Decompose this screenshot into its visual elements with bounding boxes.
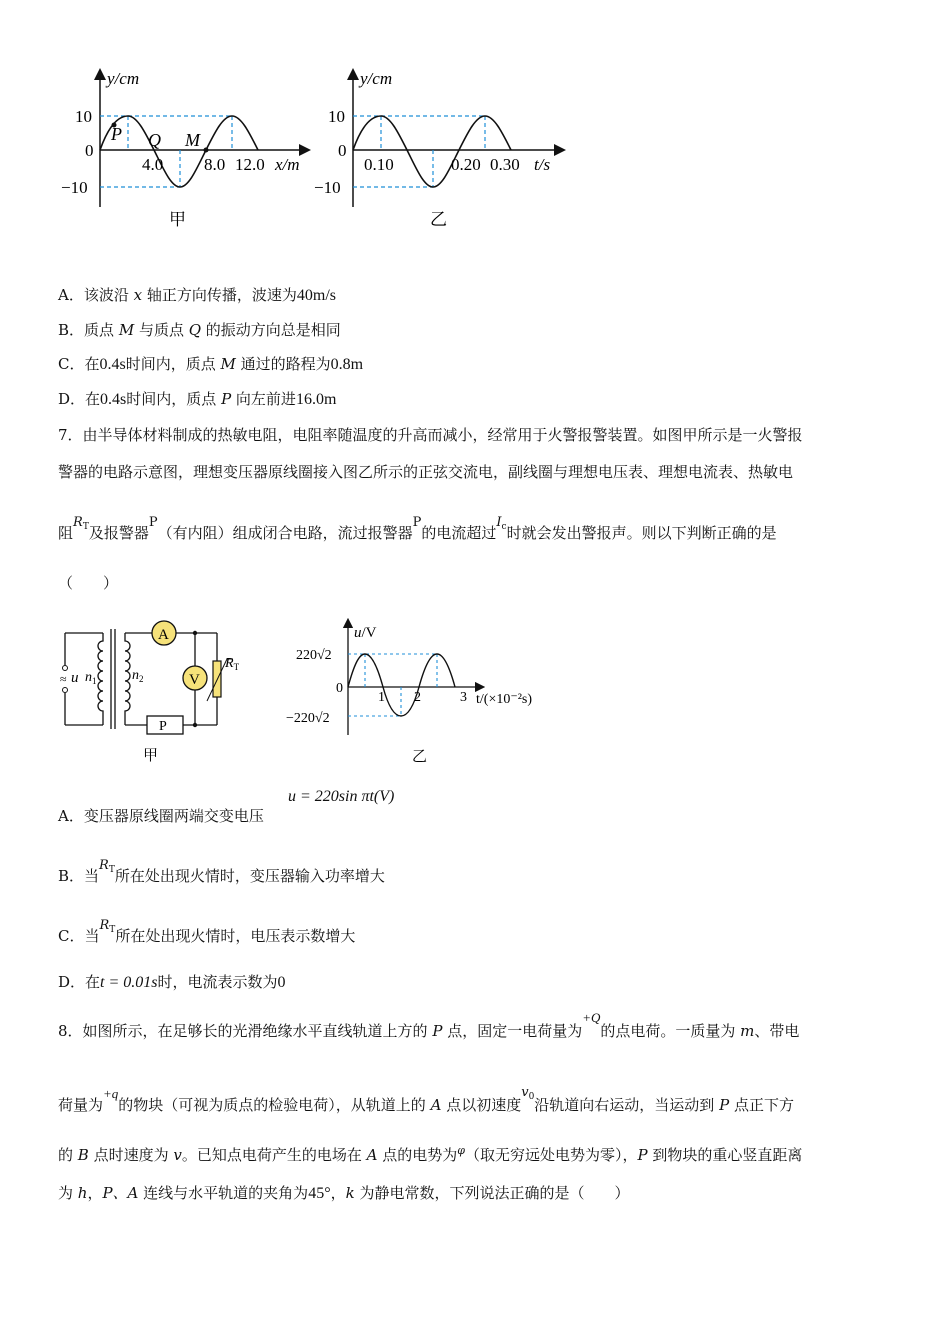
q7-option-a-formula: u = 220sin πt(V) <box>288 788 395 805</box>
tick-neg: −220√2 <box>286 711 330 726</box>
primary-coil <box>98 633 103 725</box>
caption-yi: 乙 <box>430 210 447 229</box>
q8-stem-line3: 的 B 点时速度为 v。已知点电荷产生的电场在 A 点的电势为$^\varphi$（取无穷远处电势为零），P 到物块的重心竖直距离 <box>58 1144 803 1164</box>
q7-option-b[interactable]: B．当$R^T$所在处出现火情时，变压器输入功率增大 <box>58 858 385 885</box>
question-number: 7． <box>58 426 83 444</box>
n1-label: $n_1$ <box>85 670 97 686</box>
source-u-label: u <box>71 670 79 686</box>
q8-stem-line2: 荷量为+q的物块（可视为质点的检验电荷），从轨道上的 A 点以初速度$v^0$沿轨道向右运动，当运动到 P 点正下方 <box>58 1085 794 1114</box>
circuit-diagram <box>55 615 255 770</box>
tick-origin: 0 <box>336 681 343 696</box>
q6-option-a[interactable]: A．该波沿 x 轴正方向传播，波速为40m/s <box>58 286 336 304</box>
q7-stem-line2: 警器的电路示意图，理想变压器原线圈接入图乙所示的正弦交流电，副线圈与理想电压表、理想电流表、热敏电 <box>58 463 794 481</box>
caption-circuit-jia: 甲 <box>143 748 159 764</box>
q6-option-d[interactable]: D．在0.4s时间内，质点 P 向左前进16.0m <box>58 390 337 408</box>
t-tick-030: 0.30 <box>490 155 520 174</box>
tick-pos: 220√2 <box>296 648 332 663</box>
q7-stem-line1: 7．由半导体材料制成的热敏电阻，电阻率随温度的升高而减小，经常用于火警报警装置。如图甲所示是一火警报 <box>58 426 803 444</box>
x-tick-4: 4.0 <box>142 155 164 174</box>
q7-option-c[interactable]: C．当$R^T$所在处出现火情时，电压表示数增大 <box>58 918 356 945</box>
thermistor-label: $R_T$ <box>225 656 240 672</box>
q7-option-a[interactable]: A．变压器原线圈两端交变电压 <box>58 807 264 825</box>
q7-stem-line3: 阻$R^T$及报警器P（有内阻）组成闭合电路，流过报警器P的电流超过$I^c$时就会发出警报声。则以下判断正确的是 <box>58 515 777 542</box>
source-terminal-bottom <box>63 688 68 693</box>
q6-option-b[interactable]: B．质点 M 与质点 Q 的振动方向总是相同 <box>58 321 341 339</box>
x-tick-8: 8.0 <box>204 155 226 174</box>
wave-figure-jia <box>55 62 320 242</box>
y-axis-label: y/cm <box>360 69 393 88</box>
tick-0: 0 <box>85 141 94 160</box>
n2-label: $n_2$ <box>132 668 144 684</box>
x-axis-label: x/m <box>275 155 300 174</box>
point-Q-label: Q <box>148 130 161 150</box>
tick-neg10: −10 <box>61 178 88 197</box>
t-tick-2: 2 <box>414 690 421 705</box>
tick-0: 0 <box>338 141 347 160</box>
q6-option-c[interactable]: C．在0.4s时间内，质点 M 通过的路程为0.8m <box>58 355 364 373</box>
ammeter-label: A <box>158 627 169 643</box>
tick-neg10: −10 <box>314 178 341 197</box>
tick-10: 10 <box>328 107 345 126</box>
caption-graph-yi: 乙 <box>412 749 428 765</box>
ac-symbol: ≈ <box>60 672 67 686</box>
x-tick-12: 12.0 <box>235 155 265 174</box>
alarm-label: P <box>159 719 167 734</box>
point-M-label: M <box>185 130 200 150</box>
voltage-graph <box>280 615 550 770</box>
source-terminal-top <box>63 666 68 671</box>
y-axis-label: y/cm <box>107 69 140 88</box>
t-tick-1: 1 <box>378 690 385 705</box>
caption-jia: 甲 <box>169 210 186 229</box>
t-axis-label: t/(×10⁻²s) <box>476 692 533 707</box>
q8-stem-line1: 8．如图所示，在足够长的光滑绝缘水平直线轨道上方的 P 点，固定一电荷量为+Q的点电荷。一质量为 m、带电 <box>58 1010 800 1040</box>
point-P-label: P <box>111 124 122 144</box>
wave-curve <box>100 116 258 187</box>
u-axis-label: u/V <box>354 625 377 641</box>
t-tick-010: 0.10 <box>364 155 394 174</box>
t-axis-label: t/s <box>534 155 551 174</box>
voltmeter-label: V <box>189 672 200 688</box>
secondary-coil <box>125 633 130 725</box>
q7-option-d[interactable]: D．在t = 0.01s时，电流表示数为0 <box>58 973 286 991</box>
t-tick-3: 3 <box>460 690 467 705</box>
t-tick-020: 0.20 <box>451 155 481 174</box>
q8-stem-line4: 为 h，P、A 连线与水平轨道的夹角为45°，k 为静电常数，下列说法正确的是（ ） <box>58 1184 630 1202</box>
wave-figure-yi <box>308 62 568 242</box>
question-number: 8． <box>58 1022 83 1040</box>
q7-answer-paren: （ ） <box>58 574 119 592</box>
point-M-dot <box>204 148 209 153</box>
vibration-curve <box>353 116 511 187</box>
tick-10: 10 <box>75 107 92 126</box>
